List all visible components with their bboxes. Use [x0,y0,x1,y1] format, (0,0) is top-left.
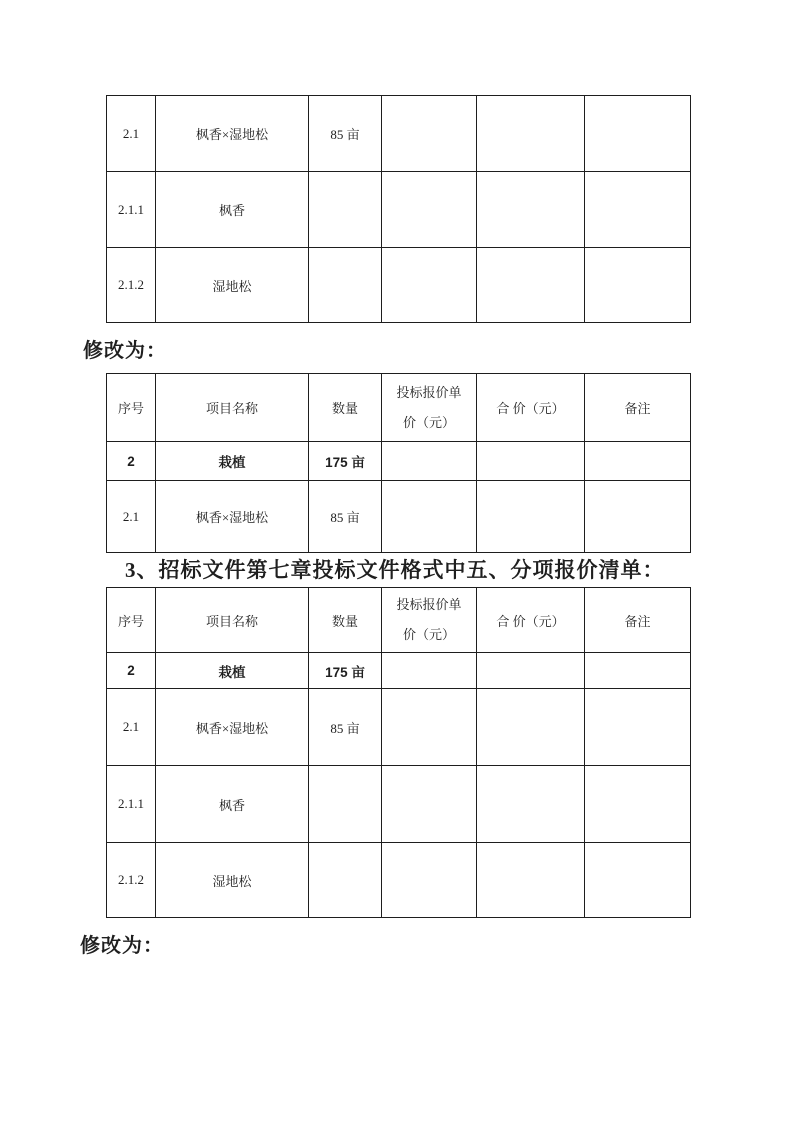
cell-quantity: 85 亩 [309,689,382,766]
cell-total-price [477,481,585,553]
table-row [107,481,691,553]
cell-remark [585,843,691,918]
section3-table [106,587,691,918]
cell-quantity: 175 亩 [309,653,382,689]
cell-serial: 2.1.1 [107,172,156,248]
cell-remark [585,248,691,323]
header-unit-price [382,374,477,442]
cell-quantity: 85 亩 [309,481,382,553]
cell-item-name: 枫香 [156,766,309,843]
header-item-name: 项目名称 [156,588,309,653]
table-header-row [107,588,691,653]
header-unit-price-text: 投标报价单价（元） [396,597,462,642]
header-total-price: 合 价（元） [477,588,585,653]
cell-serial: 2.1 [107,96,156,172]
cell-unit-price [382,653,477,689]
cell-quantity [309,248,382,323]
cell-remark [585,689,691,766]
cell-remark [585,766,691,843]
cell-total-price [477,766,585,843]
cell-total-price [477,96,585,172]
cell-remark [585,481,691,553]
revised-table [106,373,691,553]
cell-remark [585,172,691,248]
cell-item-name: 湿地松 [156,248,309,323]
cell-serial: 2.1.2 [107,843,156,918]
cell-unit-price [382,248,477,323]
cell-quantity: 175 亩 [309,442,382,481]
cell-item-name: 枫香×湿地松 [156,481,309,553]
cell-quantity: 85 亩 [309,96,382,172]
cell-unit-price [382,689,477,766]
cell-unit-price [382,442,477,481]
cell-serial: 2 [107,442,156,481]
cell-unit-price [382,766,477,843]
cell-total-price [477,843,585,918]
header-total-price: 合 价（元） [477,374,585,442]
header-item-name: 项目名称 [156,374,309,442]
section3-heading: 3、招标文件第七章投标文件格式中五、分项报价清单： [125,558,665,582]
modify-label-top: 修改为： [83,340,167,362]
cell-remark [585,442,691,481]
cell-quantity [309,766,382,843]
cell-unit-price [382,843,477,918]
cell-total-price [477,442,585,481]
cell-item-name: 枫香 [156,172,309,248]
table-row-bold [107,653,691,689]
cell-quantity [309,172,382,248]
table-row [107,172,691,248]
table-row-bold [107,442,691,481]
cell-item-name: 栽植 [156,653,309,689]
table-row [107,689,691,766]
cell-total-price [477,248,585,323]
header-quantity: 数量 [309,588,382,653]
cell-unit-price [382,481,477,553]
header-remark: 备注 [585,588,691,653]
table-row [107,248,691,323]
cell-serial: 2.1 [107,689,156,766]
cell-serial: 2.1.1 [107,766,156,843]
cell-remark [585,653,691,689]
cell-total-price [477,172,585,248]
header-unit-price [382,588,477,653]
cell-remark [585,96,691,172]
cell-item-name: 枫香×湿地松 [156,96,309,172]
cell-item-name: 湿地松 [156,843,309,918]
cell-total-price [477,653,585,689]
cell-unit-price [382,96,477,172]
cell-serial: 2.1 [107,481,156,553]
header-unit-price-text: 投标报价单价（元） [396,384,462,430]
cell-unit-price [382,172,477,248]
header-serial: 序号 [107,588,156,653]
table-row [107,96,691,172]
table-row [107,766,691,843]
header-remark: 备注 [585,374,691,442]
cell-quantity [309,843,382,918]
modify-label-bottom: 修改为： [80,935,164,957]
table-row [107,843,691,918]
cell-item-name: 栽植 [156,442,309,481]
header-serial: 序号 [107,374,156,442]
header-quantity: 数量 [309,374,382,442]
cell-item-name: 枫香×湿地松 [156,689,309,766]
cell-total-price [477,689,585,766]
cell-serial: 2.1.2 [107,248,156,323]
cell-serial: 2 [107,653,156,689]
table-header-row [107,374,691,442]
continuation-table [106,95,691,323]
